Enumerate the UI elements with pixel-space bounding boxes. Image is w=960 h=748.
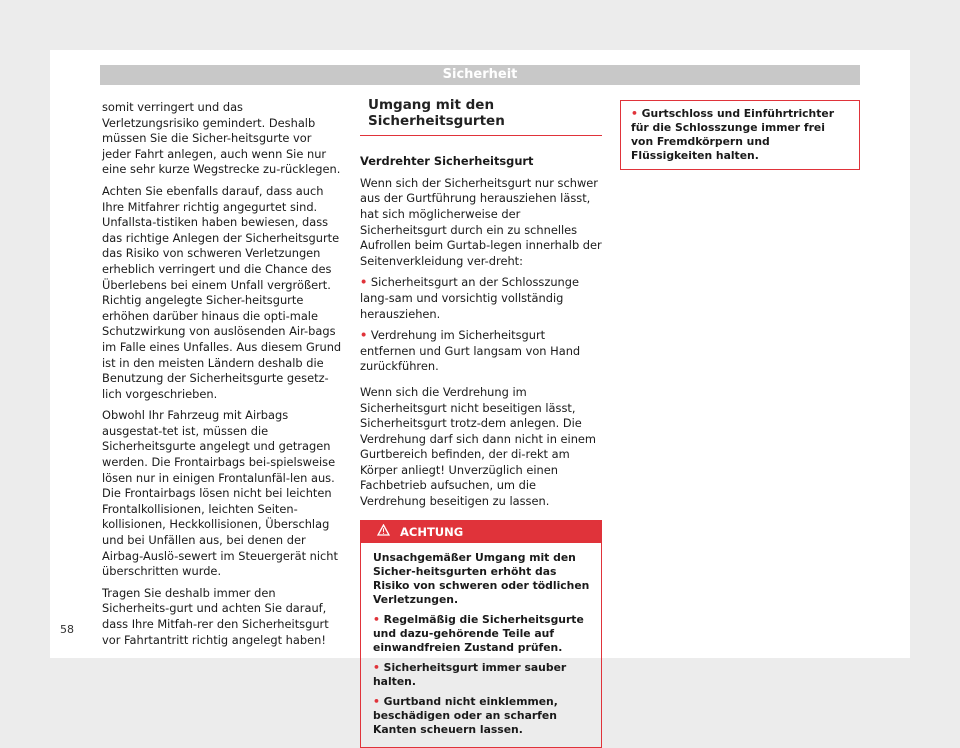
list-item <box>373 695 591 737</box>
column-right <box>620 100 860 170</box>
paragraph: Obwohl Ihr Fahrzeug mit Airbags ausgestat-tet ist, müssen die Sicherheitsgurte angelegt und getragen werden. Die Frontairbags bei-spielsweise lösen nur in einigen Frontalunfäl-len aus. Die Frontairbags lösen nicht bei leichten Frontalkollisionen, leichten Seiten-kollisionen, Heckkollisionen, Überschlag und bei Unfällen aus, bei denen der Airbag-Auslö-sewert im Steuergerät nicht überschritten wurde. <box>102 408 338 579</box>
paragraph: Achten Sie ebenfalls darauf, dass auch Ihre Mitfahrer richtig angegurtet sind. Unfallsta-tistiken haben bewiesen, dass das richtige Anlegen der Sicherheitsgurte das Risiko von schweren Verletzungen erheblich verringert und die Chance des Überlebens bei einem Unfall vergrößert. Richtig angelegte Sicher-heitsgurte erhöhen darüber hinaus die opti-male Schutzwirkung von auslösenden Air-bags im Falle eines Unfalles. Aus diesem Grund ist in den meisten Ländern deshalb die Benutzung der Sicherheitsgurte gesetz-lich vorgeschrieben. <box>102 183 342 401</box>
page-number: 58 <box>60 623 74 636</box>
list-item <box>360 275 602 322</box>
list-item <box>373 613 591 655</box>
bullet-icon: • <box>373 660 380 674</box>
subheading: Verdrehter Sicherheitsgurt <box>360 154 534 169</box>
paragraph: somit verringert und das Verletzungsrisiko gemindert. Deshalb müssen Sie die Sicher-heitsgurte vor jeder Fahrt anlegen, auch wenn Sie nur eine sehr kurze Wegstrecke zu-rücklegen. <box>102 100 341 177</box>
warning-header <box>361 521 601 543</box>
list-item-text: Verdrehung im Sicherheitsgurt entfernen und Gurt langsam von Hand zurückführen. <box>360 328 581 374</box>
list-item-text: Gurtband nicht einklemmen, beschädigen oder an scharfen Kanten scheuern lassen. <box>373 694 558 736</box>
paragraph: Wenn sich die Verdrehung im Sicherheitsgurt nicht beseitigen lässt, Sicherheitsgurt trotz-dem anlegen. Die Verdrehung darf sich dann nicht in einem Gurtbereich befinden, der di-rekt am Körper anliegt! Unverzüglich einen Fachbetrieb aufsuchen, um die Verdrehung beseitigen zu lassen. <box>360 384 597 509</box>
bullet-icon: • <box>373 694 380 708</box>
warning-body <box>361 543 601 747</box>
column-middle <box>360 97 602 748</box>
note-text: Gurtschloss und Einführtrichter für die Schlosszunge immer frei von Fremdkörpern und Flüssigkeiten halten. <box>631 107 835 162</box>
list-item-text: Regelmäßig die Sicherheitsgurte und dazu-gehörende Teile auf einwandfreien Zustand prüfen. <box>373 612 584 654</box>
list-item-text: Sicherheitsgurt immer sauber halten. <box>373 660 567 688</box>
warning-label: ACHTUNG <box>400 524 464 539</box>
warning-lead: Unsachgemäßer Umgang mit den Sicher-heitsgurten erhöht das Risiko von schweren oder tödlichen Verletzungen. <box>373 550 590 606</box>
section-title: Umgang mit den Sicherheitsgurten <box>360 96 602 136</box>
list-item <box>373 661 591 689</box>
paragraph: Wenn sich der Sicherheitsgurt nur schwer aus der Gurtführung herausziehen lässt, hat sich möglicherweise der Sicherheitsgurt durch ein zu schnelles Aufrollen beim Gurtab-legen innerhalb der Seitenverkleidung ver-dreht: <box>360 175 602 268</box>
chapter-header: Sicherheit <box>100 65 860 85</box>
bullet-icon: • <box>360 275 368 290</box>
paragraph: Tragen Sie deshalb immer den Sicherheits-gurt und achten Sie darauf, dass Ihre Mitfah-rer den Sicherheitsgurt vor Fahrtantritt richtig angelegt haben! <box>102 585 329 647</box>
list-item <box>360 328 602 375</box>
manual-page <box>50 50 910 736</box>
warning-triangle-icon <box>377 521 390 543</box>
column-left <box>102 100 342 654</box>
bullet-icon: • <box>360 328 368 343</box>
bullet-icon: • <box>373 612 380 626</box>
bullet-icon: • <box>631 107 638 120</box>
warning-box <box>360 520 602 748</box>
list-item-text: Sicherheitsgurt an der Schlosszunge lang-sam und vorsichtig vollständig herausziehen. <box>360 275 580 321</box>
note-box <box>620 100 860 170</box>
